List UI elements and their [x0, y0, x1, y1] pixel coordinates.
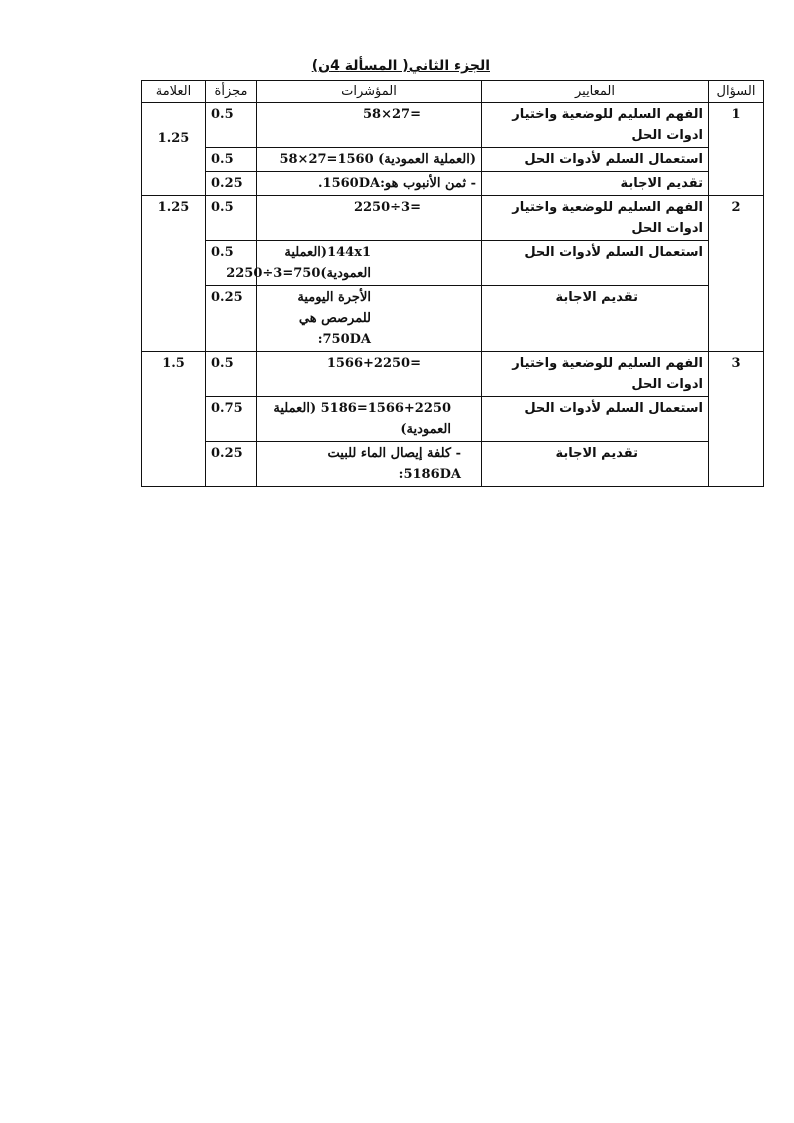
criteria-cell: الفهم السليم للوضعية واختيار ادوات الحل: [482, 103, 709, 148]
indicator-cell: =1566+2250: [257, 352, 482, 397]
partial-cell: 0.5: [206, 103, 257, 148]
table-row: [142, 397, 764, 442]
question-cell: 3: [709, 352, 764, 487]
indicator-cell: =27×58: [257, 103, 482, 148]
partial-cell: 0.75: [206, 397, 257, 442]
question-cell: 1: [709, 103, 764, 196]
grading-table: [141, 80, 764, 487]
criteria-cell: تقديم الاجابة: [482, 172, 709, 196]
partial-cell: 0.25: [206, 286, 257, 352]
indicator-cell: 144x1(العملية العمودية)750=3÷2250: [257, 241, 482, 286]
partial-cell: 0.5: [206, 241, 257, 286]
header-partial: مجزأة: [206, 81, 257, 103]
table-row: [142, 103, 764, 148]
header-criteria: المعايير: [482, 81, 709, 103]
table-row: [142, 352, 764, 397]
header-indicators: المؤشرات: [257, 81, 482, 103]
indicator-cell: =3÷2250: [257, 196, 482, 241]
indicator-cell: 1566+2250=5186 (العملية العمودية): [257, 397, 482, 442]
header-mark: العلامة: [142, 81, 206, 103]
table-row: [142, 286, 764, 352]
indicator-cell: الأجرة اليومية للمرصص هي 750DA:: [257, 286, 482, 352]
criteria-cell: تقديم الاجابة: [482, 442, 709, 487]
indicator-cell: - كلفة إيصال الماء للبيت 5186DA:: [257, 442, 482, 487]
criteria-cell: استعمال السلم لأدوات الحل: [482, 397, 709, 442]
table-row: [142, 241, 764, 286]
criteria-cell: تقديم الاجابة: [482, 286, 709, 352]
mark-cell: 1.25: [142, 103, 206, 196]
table-row: [142, 196, 764, 241]
page-title: الجزء الثاني( المسألة 4ن): [311, 58, 490, 74]
header-question: السؤال: [709, 81, 764, 103]
partial-cell: 0.5: [206, 352, 257, 397]
question-cell: 2: [709, 196, 764, 352]
mark-cell: 1.25: [142, 196, 206, 352]
header-row: [142, 81, 764, 103]
criteria-cell: الفهم السليم للوضعية واختيار ادوات الحل: [482, 196, 709, 241]
table-row: [142, 442, 764, 487]
table-row: [142, 148, 764, 172]
indicator-cell: - ثمن الأنبوب هو:1560DA.: [257, 172, 482, 196]
criteria-cell: الفهم السليم للوضعية واختيار ادوات الحل: [482, 352, 709, 397]
partial-cell: 0.5: [206, 148, 257, 172]
criteria-cell: استعمال السلم لأدوات الحل: [482, 148, 709, 172]
criteria-cell: استعمال السلم لأدوات الحل: [482, 241, 709, 286]
mark-cell: 1.5: [142, 352, 206, 487]
partial-cell: 0.5: [206, 196, 257, 241]
table-row: [142, 172, 764, 196]
indicator-cell: (العملية العمودية) 1560=27×58: [257, 148, 482, 172]
partial-cell: 0.25: [206, 442, 257, 487]
partial-cell: 0.25: [206, 172, 257, 196]
